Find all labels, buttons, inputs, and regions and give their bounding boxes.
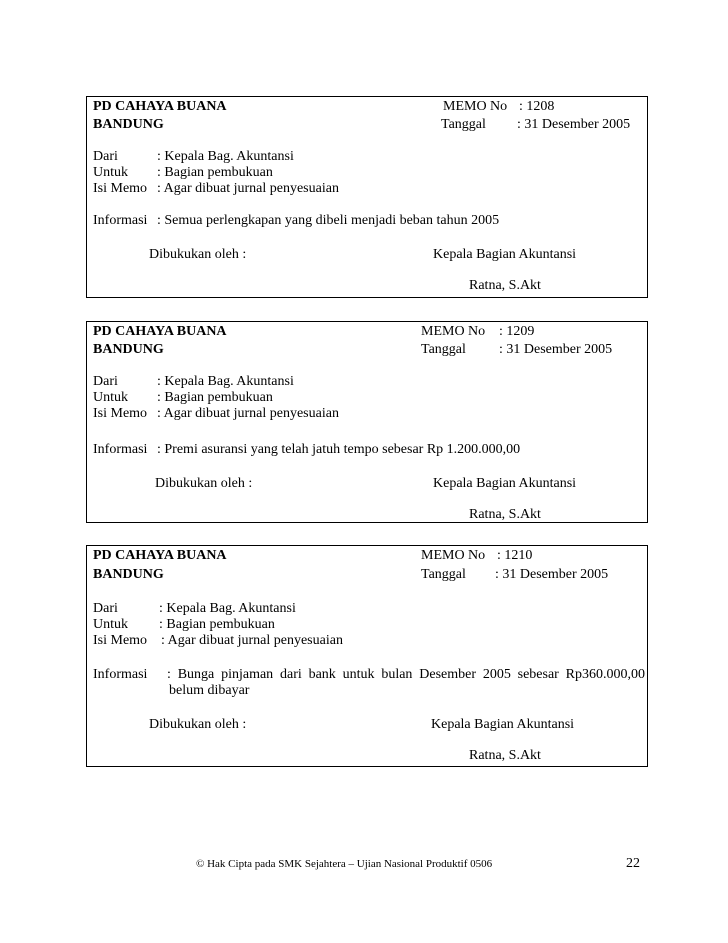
dari-value: : Kepala Bag. Akuntansi xyxy=(159,601,296,616)
isi-memo-value: : Agar dibuat jurnal penyesuaian xyxy=(157,406,339,421)
dari-label: Dari xyxy=(93,374,118,389)
signer-name: Ratna, S.Akt xyxy=(469,278,541,293)
informasi-label: Informasi xyxy=(93,442,148,457)
memo-no-label: MEMO No xyxy=(443,99,508,114)
informasi-value: : Semua perlengkapan yang dibeli menjadi beban tahun 2005 xyxy=(157,213,500,228)
kepala-bagian: Kepala Bagian Akuntansi xyxy=(433,247,577,262)
company-city: BANDUNG xyxy=(93,342,164,357)
footer-copyright: © Hak Cipta pada SMK Sejahtera – Ujian Nasional Produktif 0506 xyxy=(196,858,493,870)
dibukukan-oleh: Dibukukan oleh : xyxy=(149,717,247,732)
dari-label: Dari xyxy=(93,149,118,164)
untuk-value: : Bagian pembukuan xyxy=(157,165,273,180)
isi-memo-label: Isi Memo xyxy=(93,406,148,421)
company-city: BANDUNG xyxy=(93,117,164,132)
memo-no-value: : 1210 xyxy=(497,548,533,563)
kepala-bagian: Kepala Bagian Akuntansi xyxy=(433,476,577,491)
untuk-label: Untuk xyxy=(93,390,128,405)
untuk-label: Untuk xyxy=(93,617,128,632)
tanggal-value: : 31 Desember 2005 xyxy=(495,567,609,582)
isi-memo-label: Isi Memo xyxy=(93,633,148,648)
memo-no-label: MEMO No xyxy=(421,324,486,339)
tanggal-label: Tanggal xyxy=(441,117,486,132)
memo-no-label: MEMO No xyxy=(421,548,486,563)
tanggal-label: Tanggal xyxy=(421,342,466,357)
tanggal-value: : 31 Desember 2005 xyxy=(499,342,613,357)
page-number: 22 xyxy=(626,856,640,871)
informasi-value-line-2: belum dibayar xyxy=(169,683,250,698)
memo-1209 xyxy=(86,321,648,523)
isi-memo-value: : Agar dibuat jurnal penyesuaian xyxy=(161,633,343,648)
memo-no-value: : 1209 xyxy=(499,324,535,339)
signer-name: Ratna, S.Akt xyxy=(469,748,541,763)
signer-name: Ratna, S.Akt xyxy=(469,507,541,522)
untuk-label: Untuk xyxy=(93,165,128,180)
informasi-label: Informasi xyxy=(93,667,148,682)
informasi-value: : Premi asuransi yang telah jatuh tempo sebesar Rp 1.200.000,00 xyxy=(157,442,521,457)
dibukukan-oleh: Dibukukan oleh : xyxy=(155,476,253,491)
untuk-value: : Bagian pembukuan xyxy=(159,617,275,632)
untuk-value: : Bagian pembukuan xyxy=(157,390,273,405)
dari-label: Dari xyxy=(93,601,118,616)
company-city: BANDUNG xyxy=(93,567,164,582)
company-name: PD CAHAYA BUANA xyxy=(93,324,227,339)
dibukukan-oleh: Dibukukan oleh : xyxy=(149,247,247,262)
memo-1210 xyxy=(86,545,648,767)
isi-memo-label: Isi Memo xyxy=(93,181,148,196)
memo-1208 xyxy=(86,96,648,298)
tanggal-label: Tanggal xyxy=(421,567,466,582)
dari-value: : Kepala Bag. Akuntansi xyxy=(157,149,294,164)
isi-memo-value: : Agar dibuat jurnal penyesuaian xyxy=(157,181,339,196)
memo-no-value: : 1208 xyxy=(519,99,555,114)
informasi-label: Informasi xyxy=(93,213,148,228)
dari-value: : Kepala Bag. Akuntansi xyxy=(157,374,294,389)
company-name: PD CAHAYA BUANA xyxy=(93,99,227,114)
tanggal-value: : 31 Desember 2005 xyxy=(517,117,631,132)
company-name: PD CAHAYA BUANA xyxy=(93,548,227,563)
informasi-value-line-1: : Bunga pinjaman dari bank untuk bulan Desember 2005 sebesar Rp360.000,00 xyxy=(167,667,645,682)
kepala-bagian: Kepala Bagian Akuntansi xyxy=(431,717,575,732)
